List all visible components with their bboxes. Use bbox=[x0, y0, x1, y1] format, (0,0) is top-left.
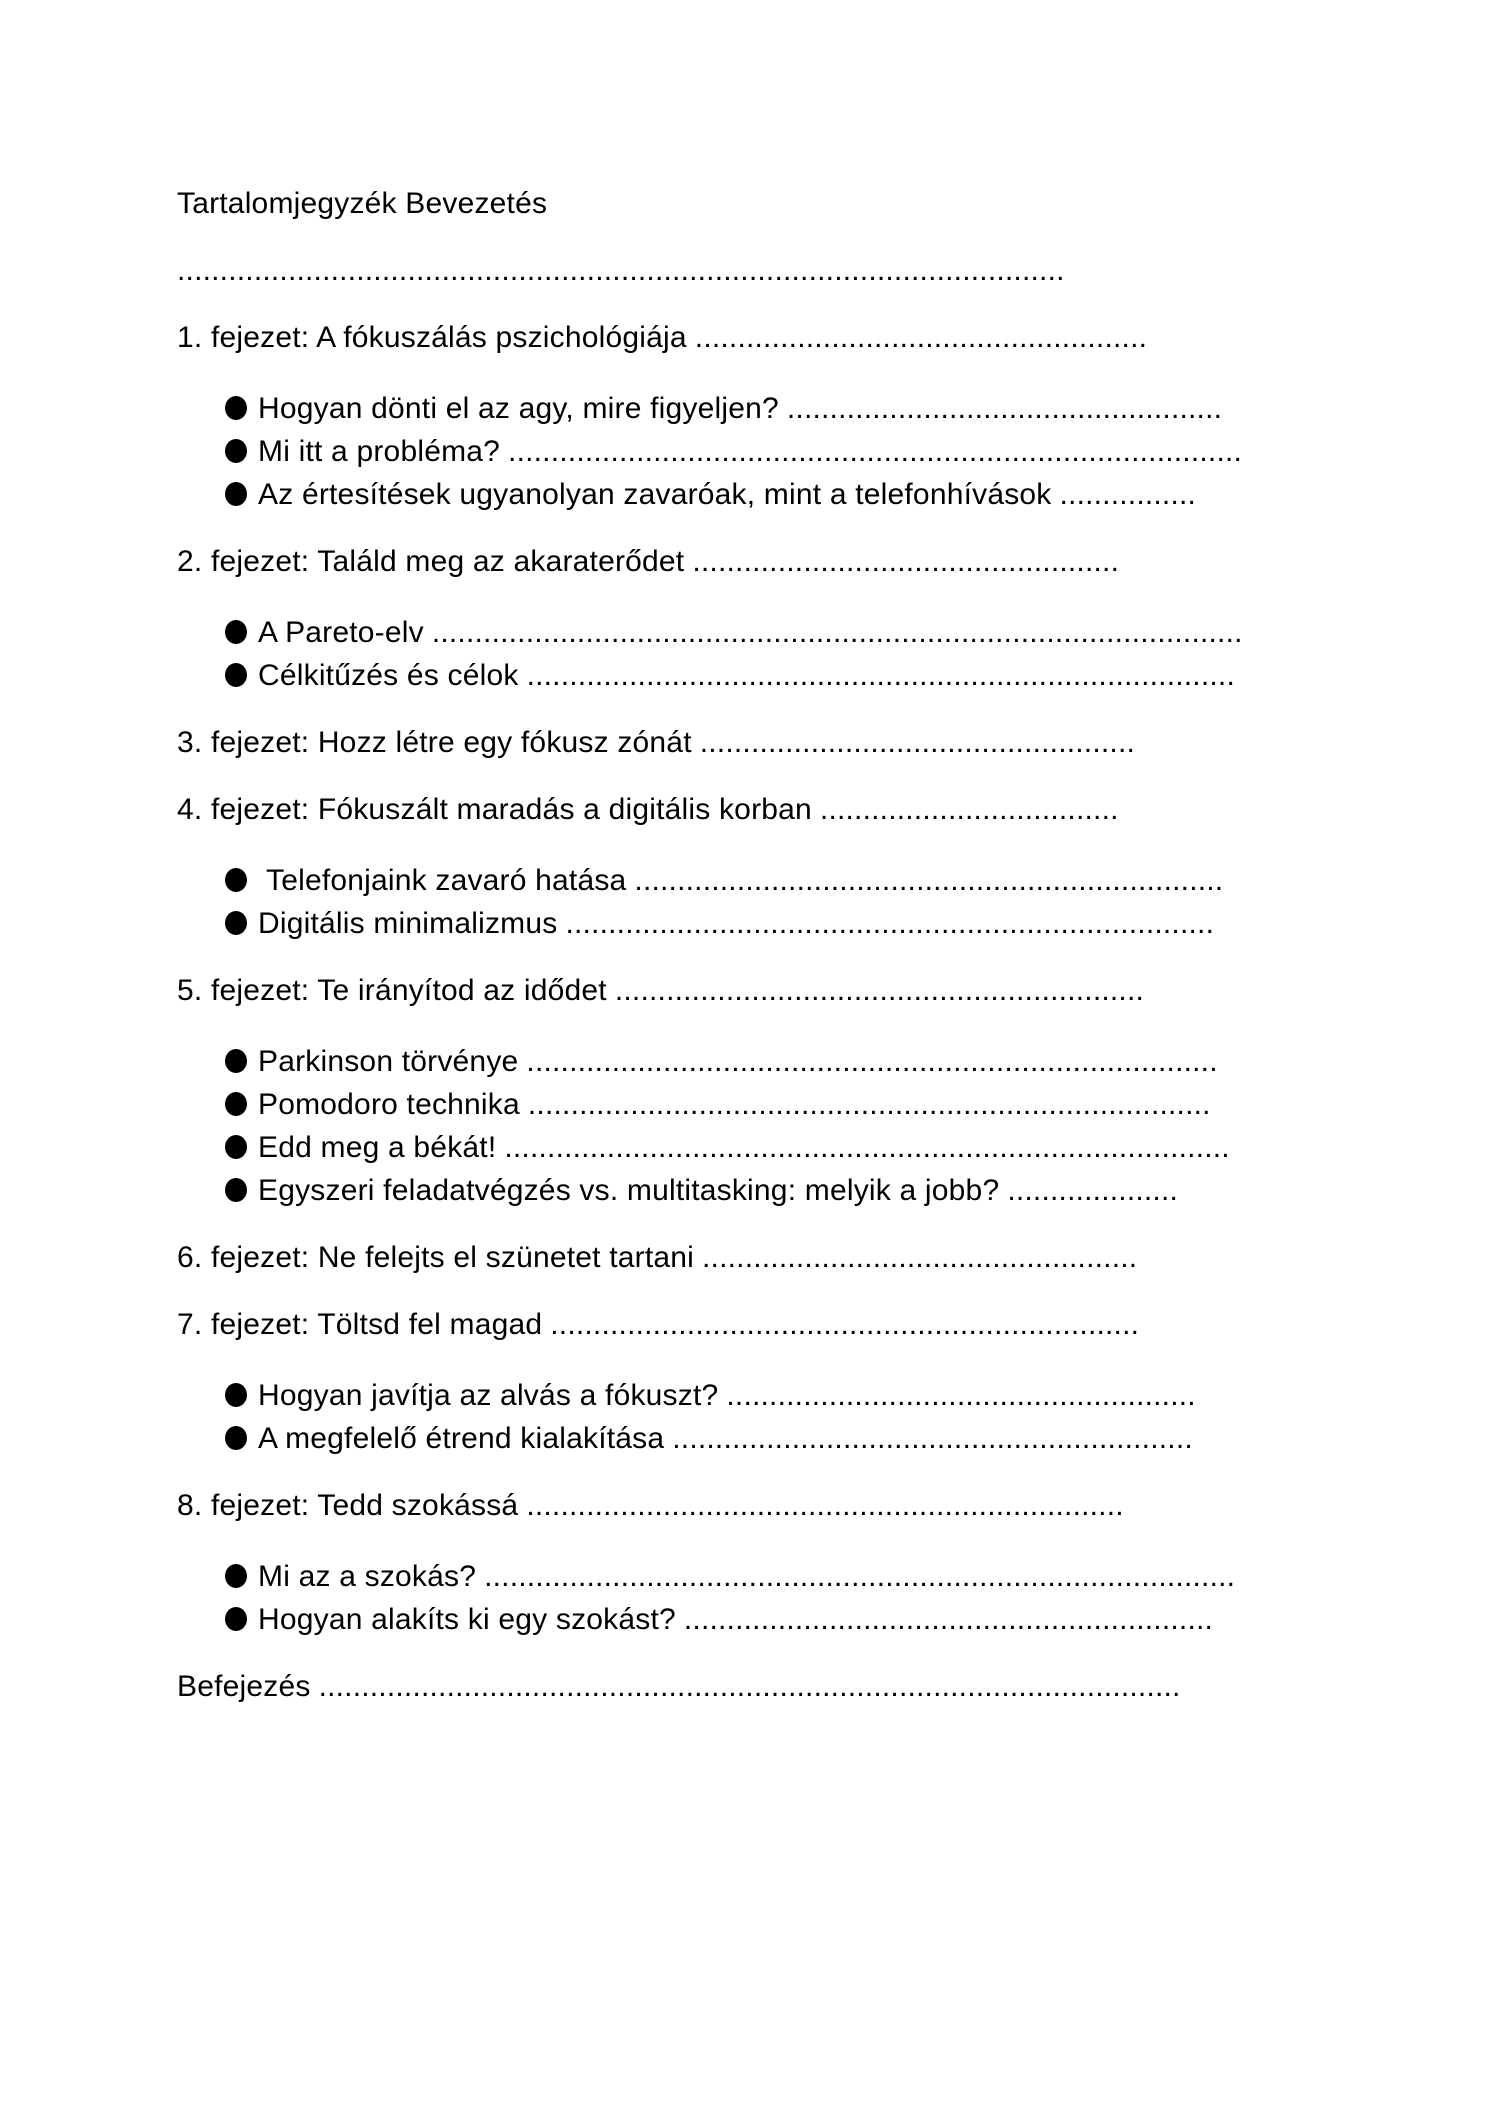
toc-entry-label: Hogyan alakíts ki egy szokást? bbox=[258, 1603, 676, 1636]
dot-leader: ................................................................................ bbox=[527, 1088, 1211, 1121]
dot-leader: .................... bbox=[1007, 1174, 1179, 1207]
toc-sub-entry bbox=[177, 1126, 1440, 1169]
toc-entry-label: 5. fejezet: Te irányítod az idődet bbox=[177, 974, 607, 1007]
bullet-icon bbox=[225, 1383, 247, 1407]
toc-sub-entry bbox=[177, 387, 1440, 430]
toc-entry-label: Digitális minimalizmus bbox=[258, 907, 558, 940]
bullet-icon bbox=[225, 482, 247, 506]
dot-leader: ..................................................................................................... bbox=[318, 1670, 1181, 1703]
toc-entry-label: Befejezés bbox=[177, 1670, 311, 1703]
toc-sub-entry bbox=[177, 1083, 1440, 1126]
dot-leader: ..................................................................... bbox=[634, 864, 1224, 897]
toc-entry-label: Edd meg a békát! bbox=[258, 1131, 497, 1164]
dot-leader: ............................................................................ bbox=[565, 907, 1215, 940]
dot-leader: .................................................. bbox=[692, 545, 1120, 578]
toc-entry-label: Hogyan javítja az alvás a fókuszt? bbox=[258, 1379, 719, 1412]
toc-sub-entry bbox=[177, 902, 1440, 945]
toc-entry-label: Hogyan dönti el az agy, mire figyeljen? bbox=[258, 392, 779, 425]
toc-title-text: Tartalomjegyzék Bevezetés bbox=[177, 187, 548, 220]
dot-leader: ..................................................... bbox=[694, 321, 1148, 354]
toc-chapter-5 bbox=[177, 969, 1440, 1012]
dot-leader: ................................... bbox=[819, 793, 1119, 826]
toc-entry-label: Telefonjaink zavaró hatása bbox=[258, 864, 627, 897]
toc-chapter-4 bbox=[177, 788, 1440, 831]
dot-leader: ............................................................. bbox=[672, 1422, 1193, 1455]
toc-sub-entry bbox=[177, 611, 1440, 654]
toc-sub-entry bbox=[177, 1598, 1440, 1641]
toc-chapter-2 bbox=[177, 540, 1440, 583]
dot-leader: ........................................................................................ bbox=[484, 1560, 1236, 1593]
bullet-icon bbox=[225, 396, 247, 420]
toc-chapter-8 bbox=[177, 1484, 1440, 1527]
dot-leader: ................................................................................. bbox=[526, 1045, 1218, 1078]
toc-sub-entry bbox=[177, 473, 1440, 516]
toc-entry-label: 6. fejezet: Ne felejts el szünetet tartani bbox=[177, 1241, 695, 1274]
toc-entry-label: Egyszeri feladatvégzés vs. multitasking: melyik a jobb? bbox=[258, 1174, 1000, 1207]
toc-entry-label: Célkitűzés és célok bbox=[258, 659, 519, 692]
bullet-icon bbox=[225, 1564, 247, 1588]
toc-sub-entry bbox=[177, 1417, 1440, 1460]
toc-title bbox=[177, 182, 1440, 225]
toc-leader-line bbox=[177, 249, 1440, 292]
dot-leader: ................ bbox=[1059, 478, 1197, 511]
bullet-icon bbox=[225, 1607, 247, 1631]
toc-sub-entry bbox=[177, 1169, 1440, 1212]
dot-leader: ................................................... bbox=[699, 726, 1136, 759]
dot-leader: .............................................................. bbox=[614, 974, 1145, 1007]
toc-entry-label: 8. fejezet: Tedd szokássá bbox=[177, 1489, 519, 1522]
dot-leader: ................................................... bbox=[786, 392, 1223, 425]
dot-leader: ................................................................................... bbox=[526, 659, 1235, 692]
toc-sub-entry bbox=[177, 1374, 1440, 1417]
toc-entry-label: 4. fejezet: Fókuszált maradás a digitális korban bbox=[177, 793, 812, 826]
bullet-icon bbox=[225, 868, 247, 892]
toc-sub-entry bbox=[177, 430, 1440, 473]
dot-leader: ........................................................................................................ bbox=[177, 254, 1065, 287]
bullet-icon bbox=[225, 1178, 247, 1202]
bullet-icon bbox=[225, 439, 247, 463]
toc-chapter-1 bbox=[177, 316, 1440, 359]
toc-chapter-6 bbox=[177, 1236, 1440, 1279]
dot-leader: ...................................................................................... bbox=[508, 435, 1243, 468]
toc-entry-label: Az értesítések ugyanolyan zavaróak, mint a telefonhívások bbox=[258, 478, 1052, 511]
toc-entry-label: Mi az a szokás? bbox=[258, 1560, 477, 1593]
toc-entry-label: 7. fejezet: Töltsd fel magad bbox=[177, 1308, 543, 1341]
toc-entry-label: Mi itt a probléma? bbox=[258, 435, 501, 468]
toc-closing bbox=[177, 1665, 1440, 1708]
dot-leader: ....................................................... bbox=[726, 1379, 1196, 1412]
dot-leader: ..................................................................... bbox=[550, 1308, 1140, 1341]
toc-entry-label: Pomodoro technika bbox=[258, 1088, 520, 1121]
bullet-icon bbox=[225, 1426, 247, 1450]
toc-sub-entry bbox=[177, 1040, 1440, 1083]
bullet-icon bbox=[225, 911, 247, 935]
toc-sub-entry bbox=[177, 654, 1440, 697]
toc-chapter-3 bbox=[177, 721, 1440, 764]
bullet-icon bbox=[225, 1049, 247, 1073]
bullet-icon bbox=[225, 1135, 247, 1159]
dot-leader: ...................................................................... bbox=[526, 1489, 1124, 1522]
toc-entry-label: 1. fejezet: A fókuszálás pszichológiája bbox=[177, 321, 687, 354]
bullet-icon bbox=[225, 1092, 247, 1116]
dot-leader: ................................................... bbox=[702, 1241, 1138, 1274]
toc-entry-label: A Pareto-elv bbox=[258, 616, 424, 649]
toc-sub-entry bbox=[177, 1555, 1440, 1598]
dot-leader: .............................................................. bbox=[683, 1603, 1214, 1636]
dot-leader: ............................................................................................... bbox=[431, 616, 1243, 649]
toc-chapter-7 bbox=[177, 1303, 1440, 1346]
toc-entry-label: A megfelelő étrend kialakítása bbox=[258, 1422, 665, 1455]
dot-leader: ..................................................................................... bbox=[504, 1131, 1230, 1164]
toc-sub-entry bbox=[177, 859, 1440, 902]
toc-entry-label: Parkinson törvénye bbox=[258, 1045, 519, 1078]
bullet-icon bbox=[225, 620, 247, 644]
bullet-icon bbox=[225, 663, 247, 687]
toc-entry-label: 3. fejezet: Hozz létre egy fókusz zónát bbox=[177, 726, 692, 759]
toc-entry-label: 2. fejezet: Találd meg az akaraterődet bbox=[177, 545, 685, 578]
